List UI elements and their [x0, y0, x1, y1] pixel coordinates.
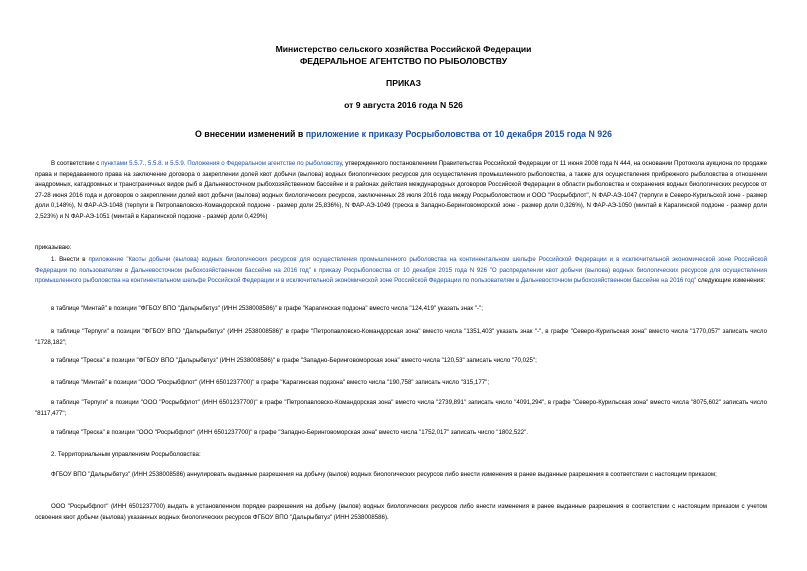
item-2a-text: ФГБОУ ВПО "Дальрыбвтуз" (ИНН 2538008586) аннулировать выданные разрешения на добычу (вылов) водных биологических ресурсов либо внести изменения в ранее выданные разрешения в соответствии с настоящим приказом;	[51, 471, 717, 478]
title-link[interactable]: приложение к приказу Росрыболовства от 10 декабря 2015 года N 926	[305, 129, 612, 139]
change-text: в таблице "Минтай" в позиции "ООО "Росрыбфлот" (ИНН 6501237700)" в графе "Карагинская подзона" вместо числа "190,758" записать число "315,177";	[51, 379, 490, 386]
item-2-paragraph	[35, 450, 767, 461]
title-prefix: О внесении изменений в	[195, 129, 306, 139]
item-1-text-1: 1. Внести в	[51, 256, 89, 263]
preamble-paragraph	[35, 159, 767, 223]
preamble-text-2: , утвержденного постановлением Правительства Российской Федерации от 11 июня 2008 года N 444, на основании Протокола аукциона по продаже права и передаваемого права на заключение договора о закреплении долей квот добычи (вылова) водных биологических ресурсов для осуществления промышленного рыболовства, а также для осуществления прибрежного рыболовства в отношении анадромных, катадромных и трансграничных видов рыб в Дальневосточном рыбохозяйственном бассейне и в районах действия международных договоров Российской Федерации в области рыболовства и сохранения водных биологических ресурсов от 27-28 июня 2016 года и договоров о закреплении долей квот добычи (вылова) водных биологических ресурсов, заключенных 28 июля 2016 года между Росрыболовством и ООО "Росрыбфлот", N ФАР-АЭ-1047 (терпуги в Северо-Курильской зоне - размер доли 0,148%), N ФАР-АЭ-1048 (терпуги в Петропавловско-Командорской подзоне - размер доли 25,836%), N ФАР-АЭ-1049 (треска в Западно-Беринговоморской зоне - размер доли 0,326%), N ФАР-АЭ-1050 (минтай в Карагинской подзоне - размер доли 2,523%) и N ФАР-АЭ-1051 (минтай в Карагинской подзоне - размер доли 0,429%)	[35, 160, 768, 220]
change-item	[35, 327, 767, 348]
change-item	[35, 356, 767, 367]
change-text: в таблице "Треска" в позиции "ФГБОУ ВПО "Дальрыбвтуз" (ИНН 2538008586)" в графе "Западно-Беринговоморская зона" вместо числа "120,53" записать число "70,025";	[51, 357, 537, 364]
change-text: в таблице "Минтай" в позиции "ФГБОУ ВПО "Дальрыбвтуз" (ИНН 2538008586)" в графе "Карагинская подзона" вместо числа "124,419" указать знак "-";	[51, 305, 483, 312]
item-2a-paragraph	[35, 470, 767, 481]
change-item	[35, 304, 767, 315]
preamble-text-1: В соответствии с	[51, 160, 102, 167]
item-2b-text: ООО "Росрыбфлот" (ИНН 6501237700) выдать в установленном порядке разрешения на добычу (вылов) водных биологических ресурсов либо внести изменения в ранее выданные разрешения в соответствии с настоящим приказом с учетом освоения квот добычи (вылова) указанных водных биологических ресурсов ФГБОУ ВПО "Дальрыбвтуз" (ИНН 2538008586).	[35, 503, 767, 521]
agency-name: ФЕДЕРАЛЬНОЕ АГЕНТСТВО ПО РЫБОЛОВСТВУ	[299, 56, 508, 66]
preamble-link[interactable]: пунктами 5.5.7., 5.5.8. и 5.5.9. Положения о Федеральном агентстве по рыболовству	[101, 160, 342, 167]
document-title	[0, 129, 807, 139]
document-date-number: от 9 августа 2016 года N 526	[344, 100, 463, 110]
change-text: в таблице "Терпуги" в позиции "ФГБОУ ВПО "Дальрыбвтуз" (ИНН 2538008586)" в графе "Петропавловско-Командорская зона" вместо числа "1351,403" указать знак "-", в графе "Северо-Курильская зона" вместо числа "1770,057" записать число "1728,182";	[35, 328, 767, 346]
change-item	[35, 428, 767, 439]
change-text: в таблице "Терпуги" в позиции "ООО "Росрыбфлот" (ИНН 6501237700)" в графе "Петропавловско-Командорская зона" вместо числа "2739,891" записать число "4091,294", в графе "Северо-Курильская зона" вместо числа "8075,602" записать число "8117,477";	[35, 399, 767, 417]
change-item	[35, 398, 767, 419]
item-2-text: 2. Территориальным управлениям Росрыболовства:	[51, 451, 201, 458]
change-item	[35, 378, 767, 389]
ministry-name: Министерство сельского хозяйства Российской Федерации	[275, 44, 532, 54]
order-word: приказываю:	[35, 244, 72, 251]
document-type: ПРИКАЗ	[386, 78, 421, 88]
change-text: в таблице "Треска" в позиции "ООО "Росрыбфлот" (ИНН 6501237700)" в графе "Западно-Беринговоморская зона" вместо числа "1752,017" записать число "1802,522".	[51, 429, 528, 436]
item-1-link[interactable]: приложение "Квоты добычи (вылова) водных биологических ресурсов для осуществления промышленного рыболовства на континентальном шельфе Российской Федерации и в исключительной экономической зоне Российской Федерации по пользователям в Дальневосточном рыбохозяйственном бассейне на 2016 год" к приказу Росрыболовства от 10 декабря 2015 года N 926 "О распределении квот добычи (вылова) водных биологических ресурсов для осуществления промышленного рыболовства на континентальном шельфе Российской Федерации и в исключительной экономической зоне Российской Федерации по пользователям в Дальневосточном рыбохозяйственном бассейне на 2016 год"	[35, 256, 767, 285]
item-1-paragraph	[35, 255, 767, 287]
item-1-text-2: следующие изменения:	[696, 277, 766, 285]
item-2b-paragraph	[35, 502, 767, 523]
